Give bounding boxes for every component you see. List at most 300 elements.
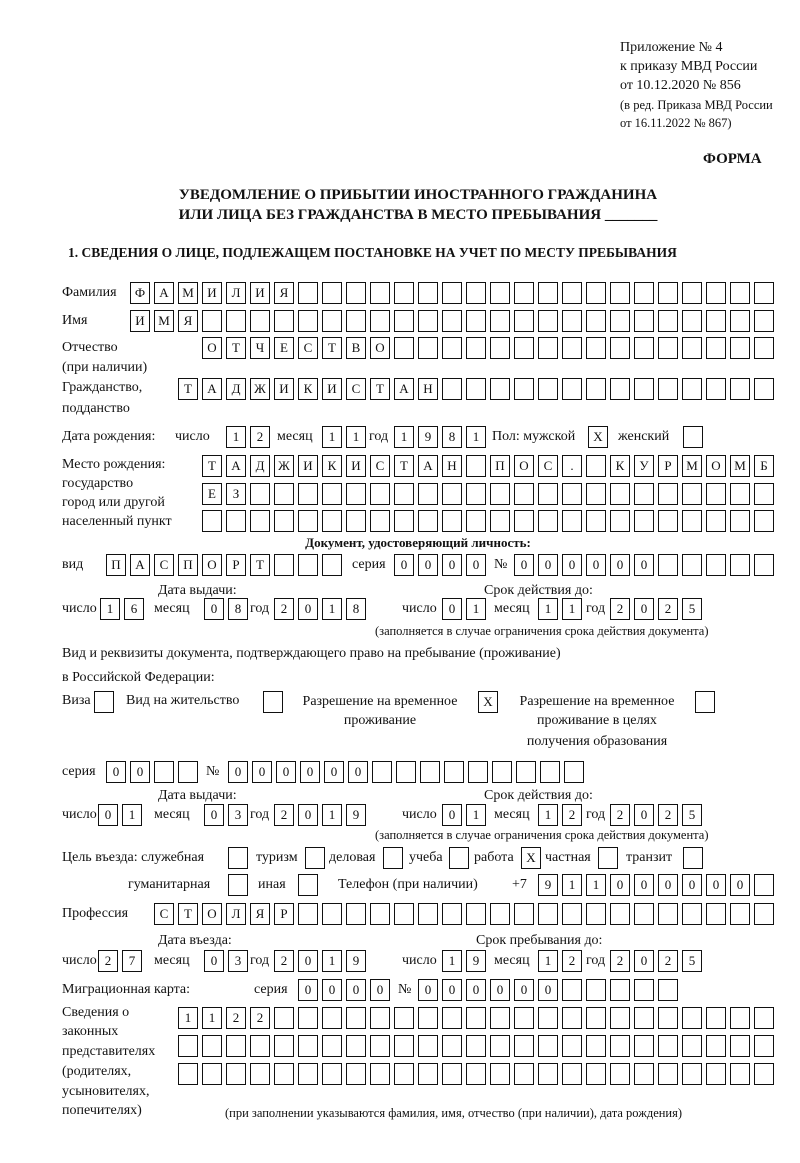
char-box[interactable] <box>250 510 270 532</box>
char-box[interactable]: А <box>394 378 414 400</box>
char-box[interactable]: 0 <box>228 761 248 783</box>
char-box[interactable] <box>658 979 678 1001</box>
char-box[interactable] <box>322 1035 342 1057</box>
char-box[interactable]: 0 <box>298 598 318 620</box>
char-box[interactable] <box>394 1035 414 1057</box>
char-box[interactable]: 1 <box>202 1007 222 1029</box>
char-box[interactable] <box>298 1007 318 1029</box>
char-box[interactable] <box>322 903 342 925</box>
char-box[interactable]: М <box>682 455 702 477</box>
char-box[interactable]: Я <box>250 903 270 925</box>
char-box[interactable] <box>586 337 606 359</box>
char-box[interactable]: И <box>130 310 150 332</box>
char-box[interactable] <box>682 510 702 532</box>
char-box[interactable]: 2 <box>250 1007 270 1029</box>
char-box[interactable] <box>610 903 630 925</box>
char-box[interactable]: 1 <box>442 950 462 972</box>
char-box[interactable] <box>610 1063 630 1085</box>
char-box[interactable] <box>394 1063 414 1085</box>
char-box[interactable] <box>538 1007 558 1029</box>
char-box[interactable]: З <box>226 483 246 505</box>
char-box[interactable] <box>178 1063 198 1085</box>
char-box[interactable]: М <box>178 282 198 304</box>
char-box[interactable] <box>346 1007 366 1029</box>
char-box[interactable]: Ж <box>274 455 294 477</box>
char-box[interactable] <box>682 1035 702 1057</box>
char-box[interactable] <box>538 903 558 925</box>
char-box[interactable] <box>682 554 702 576</box>
char-box[interactable] <box>586 510 606 532</box>
char-box[interactable]: 2 <box>250 426 270 448</box>
char-box[interactable]: 1 <box>178 1007 198 1029</box>
char-box[interactable] <box>683 847 703 869</box>
char-box[interactable] <box>250 483 270 505</box>
char-box[interactable]: 1 <box>394 426 414 448</box>
char-box[interactable] <box>274 1063 294 1085</box>
char-box[interactable] <box>514 1035 534 1057</box>
char-box[interactable] <box>442 310 462 332</box>
char-box[interactable] <box>442 378 462 400</box>
char-box[interactable] <box>586 903 606 925</box>
char-box[interactable] <box>466 1063 486 1085</box>
char-box[interactable]: 8 <box>346 598 366 620</box>
char-box[interactable]: 7 <box>122 950 142 972</box>
char-box[interactable]: Ж <box>250 378 270 400</box>
char-box[interactable] <box>490 1063 510 1085</box>
char-box[interactable] <box>202 510 222 532</box>
char-box[interactable]: 0 <box>466 554 486 576</box>
char-box[interactable] <box>490 483 510 505</box>
char-box[interactable]: 0 <box>682 874 702 896</box>
char-box[interactable] <box>298 510 318 532</box>
char-box[interactable]: 2 <box>274 598 294 620</box>
char-box[interactable] <box>586 979 606 1001</box>
char-box[interactable] <box>610 282 630 304</box>
char-box[interactable] <box>586 310 606 332</box>
char-box[interactable]: О <box>706 455 726 477</box>
char-box[interactable]: У <box>634 455 654 477</box>
char-box[interactable]: Р <box>274 903 294 925</box>
char-box[interactable] <box>562 979 582 1001</box>
char-box[interactable]: Я <box>178 310 198 332</box>
char-box[interactable]: 0 <box>370 979 390 1001</box>
char-box[interactable] <box>346 1063 366 1085</box>
char-box[interactable] <box>538 282 558 304</box>
char-box[interactable] <box>754 1063 774 1085</box>
char-box[interactable] <box>298 483 318 505</box>
char-box[interactable] <box>298 874 318 896</box>
char-box[interactable] <box>250 1035 270 1057</box>
char-box[interactable] <box>586 378 606 400</box>
char-box[interactable]: 0 <box>252 761 272 783</box>
char-box[interactable]: Ч <box>250 337 270 359</box>
char-box[interactable]: Т <box>322 337 342 359</box>
char-box[interactable] <box>562 1007 582 1029</box>
char-box[interactable] <box>658 337 678 359</box>
char-box[interactable]: 1 <box>122 804 142 826</box>
char-box[interactable] <box>492 761 512 783</box>
char-box[interactable]: 0 <box>204 598 224 620</box>
char-box[interactable] <box>394 282 414 304</box>
char-box[interactable] <box>322 554 342 576</box>
char-box[interactable]: 0 <box>490 979 510 1001</box>
char-box[interactable] <box>562 337 582 359</box>
char-box[interactable]: 0 <box>348 761 368 783</box>
char-box[interactable] <box>562 903 582 925</box>
char-box[interactable] <box>226 310 246 332</box>
char-box[interactable] <box>754 483 774 505</box>
char-box[interactable] <box>466 483 486 505</box>
char-box[interactable]: 0 <box>538 979 558 1001</box>
char-box[interactable]: 9 <box>346 804 366 826</box>
char-box[interactable]: 0 <box>204 804 224 826</box>
char-box[interactable] <box>418 1007 438 1029</box>
char-box[interactable]: 0 <box>298 950 318 972</box>
char-box[interactable]: . <box>562 455 582 477</box>
char-box[interactable]: П <box>490 455 510 477</box>
char-box[interactable] <box>466 1007 486 1029</box>
char-box[interactable] <box>634 1007 654 1029</box>
char-box[interactable] <box>658 903 678 925</box>
char-box[interactable] <box>226 1035 246 1057</box>
char-box[interactable] <box>514 483 534 505</box>
char-box[interactable] <box>586 483 606 505</box>
char-box[interactable] <box>490 903 510 925</box>
char-box[interactable] <box>706 378 726 400</box>
char-box[interactable]: А <box>418 455 438 477</box>
char-box[interactable]: О <box>202 554 222 576</box>
char-box[interactable] <box>442 903 462 925</box>
char-box[interactable] <box>202 310 222 332</box>
char-box[interactable] <box>730 483 750 505</box>
char-box[interactable] <box>490 282 510 304</box>
char-box[interactable] <box>178 761 198 783</box>
char-box[interactable] <box>370 282 390 304</box>
char-box[interactable]: С <box>346 378 366 400</box>
char-box[interactable]: 3 <box>228 950 248 972</box>
char-box[interactable]: 2 <box>610 598 630 620</box>
char-box[interactable]: 0 <box>442 979 462 1001</box>
char-box[interactable]: 2 <box>610 950 630 972</box>
char-box[interactable] <box>754 510 774 532</box>
char-box[interactable] <box>514 903 534 925</box>
char-box[interactable] <box>682 378 702 400</box>
char-box[interactable]: Я <box>274 282 294 304</box>
char-box[interactable]: 0 <box>706 874 726 896</box>
char-box[interactable] <box>444 761 464 783</box>
char-box[interactable] <box>322 1063 342 1085</box>
char-box[interactable]: Б <box>754 455 774 477</box>
char-box[interactable] <box>538 337 558 359</box>
char-box[interactable] <box>538 1035 558 1057</box>
char-box[interactable]: 0 <box>562 554 582 576</box>
char-box[interactable]: 0 <box>730 874 750 896</box>
char-box[interactable] <box>514 378 534 400</box>
char-box[interactable] <box>634 1035 654 1057</box>
char-box[interactable] <box>263 691 283 713</box>
char-box[interactable] <box>322 310 342 332</box>
char-box[interactable]: 2 <box>274 950 294 972</box>
char-box[interactable]: 5 <box>682 804 702 826</box>
char-box[interactable]: 1 <box>586 874 606 896</box>
char-box[interactable]: 0 <box>394 554 414 576</box>
char-box[interactable] <box>562 483 582 505</box>
char-box[interactable]: О <box>514 455 534 477</box>
char-box[interactable] <box>418 310 438 332</box>
char-box[interactable]: 0 <box>346 979 366 1001</box>
char-box[interactable] <box>610 1007 630 1029</box>
char-box[interactable]: 0 <box>322 979 342 1001</box>
char-box[interactable]: Е <box>202 483 222 505</box>
char-box[interactable]: Н <box>442 455 462 477</box>
char-box[interactable]: 1 <box>538 950 558 972</box>
char-box[interactable]: 0 <box>466 979 486 1001</box>
char-box[interactable]: 2 <box>658 598 678 620</box>
char-box[interactable]: И <box>202 282 222 304</box>
char-box[interactable] <box>274 1007 294 1029</box>
char-box[interactable] <box>634 378 654 400</box>
char-box[interactable] <box>706 337 726 359</box>
char-box[interactable] <box>730 510 750 532</box>
char-box[interactable] <box>682 310 702 332</box>
char-box[interactable] <box>466 378 486 400</box>
char-box[interactable] <box>394 310 414 332</box>
char-box[interactable] <box>274 1035 294 1057</box>
char-box[interactable]: Д <box>226 378 246 400</box>
char-box[interactable]: Т <box>178 378 198 400</box>
char-box[interactable] <box>658 1035 678 1057</box>
char-box[interactable] <box>346 483 366 505</box>
char-box[interactable] <box>683 426 703 448</box>
char-box[interactable] <box>468 761 488 783</box>
char-box[interactable] <box>442 483 462 505</box>
char-box[interactable]: 0 <box>610 554 630 576</box>
char-box[interactable] <box>634 310 654 332</box>
char-box[interactable] <box>298 1063 318 1085</box>
char-box[interactable] <box>322 510 342 532</box>
char-box[interactable] <box>634 903 654 925</box>
char-box[interactable] <box>394 337 414 359</box>
char-box[interactable] <box>490 1035 510 1057</box>
char-box[interactable]: 8 <box>228 598 248 620</box>
char-box[interactable]: И <box>322 378 342 400</box>
char-box[interactable]: 2 <box>610 804 630 826</box>
char-box[interactable] <box>466 310 486 332</box>
char-box[interactable] <box>274 510 294 532</box>
char-box[interactable] <box>754 1007 774 1029</box>
char-box[interactable] <box>394 483 414 505</box>
char-box[interactable]: 9 <box>346 950 366 972</box>
char-box[interactable]: 9 <box>538 874 558 896</box>
char-box[interactable] <box>634 979 654 1001</box>
char-box[interactable] <box>514 1063 534 1085</box>
char-box[interactable]: X <box>478 691 498 713</box>
char-box[interactable] <box>466 903 486 925</box>
char-box[interactable] <box>634 337 654 359</box>
char-box[interactable] <box>370 1063 390 1085</box>
char-box[interactable] <box>706 1035 726 1057</box>
char-box[interactable] <box>538 378 558 400</box>
char-box[interactable] <box>442 282 462 304</box>
char-box[interactable]: X <box>588 426 608 448</box>
char-box[interactable] <box>370 310 390 332</box>
char-box[interactable] <box>658 510 678 532</box>
char-box[interactable]: 1 <box>322 598 342 620</box>
char-box[interactable]: 5 <box>682 598 702 620</box>
char-box[interactable] <box>442 1063 462 1085</box>
char-box[interactable] <box>418 483 438 505</box>
char-box[interactable]: 1 <box>322 950 342 972</box>
char-box[interactable] <box>706 1007 726 1029</box>
char-box[interactable] <box>730 1035 750 1057</box>
char-box[interactable]: 1 <box>466 598 486 620</box>
char-box[interactable] <box>370 483 390 505</box>
char-box[interactable]: К <box>322 455 342 477</box>
char-box[interactable] <box>514 282 534 304</box>
char-box[interactable] <box>682 903 702 925</box>
char-box[interactable] <box>490 310 510 332</box>
char-box[interactable] <box>538 1063 558 1085</box>
char-box[interactable] <box>634 510 654 532</box>
char-box[interactable] <box>754 378 774 400</box>
char-box[interactable]: 0 <box>298 804 318 826</box>
char-box[interactable] <box>730 1007 750 1029</box>
char-box[interactable]: Т <box>226 337 246 359</box>
char-box[interactable] <box>516 761 536 783</box>
char-box[interactable]: А <box>202 378 222 400</box>
char-box[interactable]: 0 <box>514 554 534 576</box>
char-box[interactable]: П <box>178 554 198 576</box>
char-box[interactable] <box>490 337 510 359</box>
char-box[interactable] <box>346 510 366 532</box>
char-box[interactable] <box>730 554 750 576</box>
char-box[interactable] <box>490 510 510 532</box>
char-box[interactable]: 1 <box>100 598 120 620</box>
char-box[interactable] <box>226 1063 246 1085</box>
char-box[interactable] <box>514 310 534 332</box>
char-box[interactable] <box>586 455 606 477</box>
char-box[interactable]: 0 <box>610 874 630 896</box>
char-box[interactable]: 0 <box>276 761 296 783</box>
char-box[interactable] <box>394 510 414 532</box>
char-box[interactable]: 5 <box>682 950 702 972</box>
char-box[interactable] <box>420 761 440 783</box>
char-box[interactable] <box>610 483 630 505</box>
char-box[interactable]: И <box>298 455 318 477</box>
char-box[interactable] <box>372 761 392 783</box>
char-box[interactable] <box>228 874 248 896</box>
char-box[interactable]: Т <box>202 455 222 477</box>
char-box[interactable] <box>322 483 342 505</box>
char-box[interactable]: Р <box>658 455 678 477</box>
char-box[interactable]: С <box>154 554 174 576</box>
char-box[interactable] <box>538 310 558 332</box>
char-box[interactable]: 1 <box>562 598 582 620</box>
char-box[interactable]: 1 <box>562 874 582 896</box>
char-box[interactable]: 1 <box>322 804 342 826</box>
char-box[interactable] <box>346 903 366 925</box>
char-box[interactable] <box>730 282 750 304</box>
char-box[interactable]: 0 <box>418 554 438 576</box>
char-box[interactable]: 0 <box>634 554 654 576</box>
char-box[interactable]: М <box>154 310 174 332</box>
char-box[interactable] <box>94 691 114 713</box>
char-box[interactable] <box>298 903 318 925</box>
char-box[interactable]: 0 <box>634 804 654 826</box>
char-box[interactable] <box>298 282 318 304</box>
char-box[interactable] <box>706 310 726 332</box>
char-box[interactable] <box>658 282 678 304</box>
char-box[interactable] <box>706 483 726 505</box>
char-box[interactable]: 1 <box>466 804 486 826</box>
char-box[interactable] <box>610 510 630 532</box>
char-box[interactable]: Р <box>226 554 246 576</box>
char-box[interactable]: 1 <box>322 426 342 448</box>
char-box[interactable]: О <box>202 903 222 925</box>
char-box[interactable] <box>514 510 534 532</box>
char-box[interactable] <box>706 282 726 304</box>
char-box[interactable]: Е <box>274 337 294 359</box>
char-box[interactable]: X <box>521 847 541 869</box>
char-box[interactable]: Т <box>394 455 414 477</box>
char-box[interactable] <box>442 510 462 532</box>
char-box[interactable]: 2 <box>562 804 582 826</box>
char-box[interactable] <box>730 1063 750 1085</box>
char-box[interactable]: 1 <box>346 426 366 448</box>
char-box[interactable] <box>466 1035 486 1057</box>
char-box[interactable] <box>754 554 774 576</box>
char-box[interactable]: 0 <box>634 950 654 972</box>
char-box[interactable] <box>466 282 486 304</box>
char-box[interactable] <box>682 282 702 304</box>
char-box[interactable]: Т <box>178 903 198 925</box>
char-box[interactable] <box>274 554 294 576</box>
char-box[interactable] <box>754 874 774 896</box>
char-box[interactable]: Л <box>226 903 246 925</box>
char-box[interactable]: 2 <box>658 950 678 972</box>
char-box[interactable] <box>346 1035 366 1057</box>
char-box[interactable]: 0 <box>634 598 654 620</box>
char-box[interactable]: И <box>274 378 294 400</box>
char-box[interactable] <box>418 1035 438 1057</box>
char-box[interactable] <box>418 510 438 532</box>
char-box[interactable]: 0 <box>204 950 224 972</box>
char-box[interactable]: И <box>346 455 366 477</box>
char-box[interactable]: С <box>370 455 390 477</box>
char-box[interactable] <box>538 483 558 505</box>
char-box[interactable] <box>706 1063 726 1085</box>
char-box[interactable] <box>682 337 702 359</box>
char-box[interactable] <box>706 510 726 532</box>
char-box[interactable]: Н <box>418 378 438 400</box>
char-box[interactable]: 1 <box>226 426 246 448</box>
char-box[interactable] <box>562 1035 582 1057</box>
char-box[interactable]: 0 <box>300 761 320 783</box>
char-box[interactable] <box>490 378 510 400</box>
char-box[interactable] <box>586 1063 606 1085</box>
char-box[interactable] <box>370 1035 390 1057</box>
char-box[interactable]: А <box>226 455 246 477</box>
char-box[interactable]: К <box>610 455 630 477</box>
char-box[interactable] <box>418 337 438 359</box>
char-box[interactable]: 2 <box>98 950 118 972</box>
char-box[interactable] <box>658 1007 678 1029</box>
char-box[interactable] <box>610 378 630 400</box>
char-box[interactable] <box>250 310 270 332</box>
char-box[interactable] <box>598 847 618 869</box>
char-box[interactable] <box>754 282 774 304</box>
char-box[interactable] <box>754 903 774 925</box>
